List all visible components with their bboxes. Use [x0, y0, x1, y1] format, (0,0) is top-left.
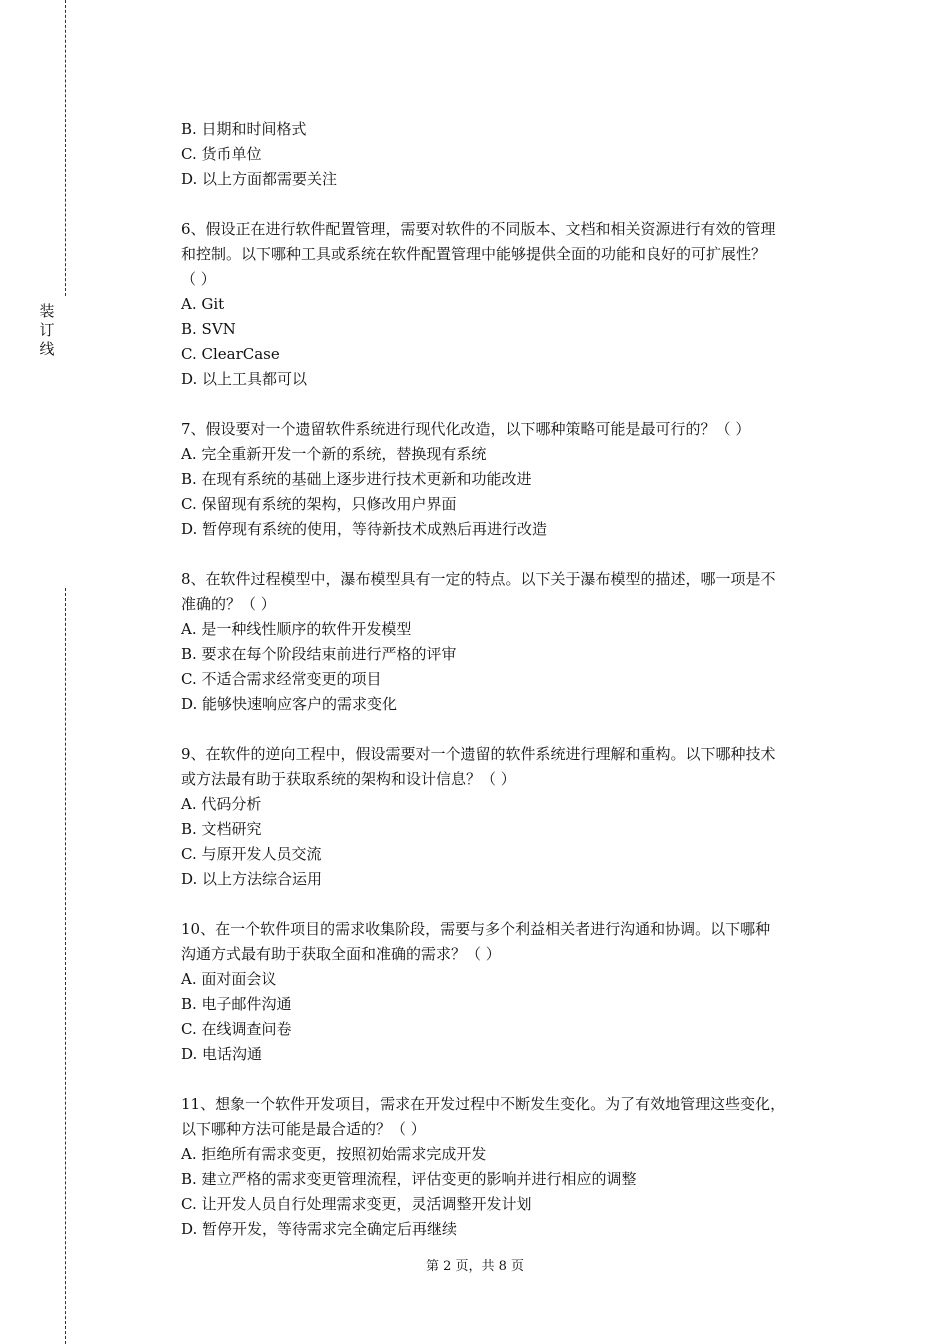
option: D. 暂停开发，等待需求完全确定后再继续 — [181, 1220, 458, 1238]
option: D. 暂停现有系统的使用，等待新技术成熟后再进行改造 — [181, 520, 548, 538]
option: B. 电子邮件沟通 — [181, 995, 292, 1013]
question-text: 沟通方式最有助于获取全面和准确的需求？（ ） — [181, 945, 501, 963]
option: C. 不适合需求经常变更的项目 — [181, 670, 382, 688]
option: B. 要求在每个阶段结束前进行严格的评审 — [181, 645, 457, 663]
question-7 — [181, 417, 841, 542]
question-11 — [181, 1092, 841, 1242]
question-text: 6、假设正在进行软件配置管理，需要对软件的不同版本、文档和相关资源进行有效的管理 — [181, 220, 776, 238]
binding-char: 订 — [39, 321, 55, 339]
partial-question-options — [181, 117, 841, 192]
option: C. ClearCase — [181, 345, 280, 363]
question-text: 9、在软件的逆向工程中，假设需要对一个遗留的软件系统进行理解和重构。以下哪种技术 — [181, 745, 776, 763]
option: D. 能够快速响应客户的需求变化 — [181, 695, 398, 713]
binding-line-bottom — [65, 588, 66, 1344]
option: A. 代码分析 — [181, 795, 262, 813]
option: A. 完全重新开发一个新的系统，替换现有系统 — [181, 445, 487, 463]
option: B. 文档研究 — [181, 820, 262, 838]
binding-char: 装 — [39, 302, 55, 320]
option: C. 保留现有系统的架构，只修改用户界面 — [181, 495, 457, 513]
question-text: 11、想象一个软件开发项目，需求在开发过程中不断发生变化。为了有效地管理这些变化， — [181, 1095, 786, 1113]
question-text: 以下哪种方法可能是最合适的？（ ） — [181, 1120, 426, 1138]
question-text: 和控制。以下哪种工具或系统在软件配置管理中能够提供全面的功能和良好的可扩展性？ — [181, 245, 767, 263]
option: B. 日期和时间格式 — [181, 120, 307, 138]
option: B. 在现有系统的基础上逐步进行技术更新和功能改进 — [181, 470, 532, 488]
question-text: （ ） — [181, 270, 216, 288]
binding-char: 线 — [39, 340, 55, 358]
question-text: 7、假设要对一个遗留软件系统进行现代化改造，以下哪种策略可能是最可行的？（ ） — [181, 420, 751, 438]
option: C. 货币单位 — [181, 145, 262, 163]
question-6 — [181, 217, 841, 392]
binding-label — [38, 302, 56, 359]
option: C. 让开发人员自行处理需求变更，灵活调整开发计划 — [181, 1195, 532, 1213]
question-8 — [181, 567, 841, 717]
option: D. 以上工具都可以 — [181, 370, 308, 388]
question-text: 8、在软件过程模型中，瀑布模型具有一定的特点。以下关于瀑布模型的描述，哪一项是不 — [181, 570, 776, 588]
page-number: 第 2 页，共 8 页 — [425, 1259, 525, 1274]
option: B. 建立严格的需求变更管理流程，评估变更的影响并进行相应的调整 — [181, 1170, 637, 1188]
question-text: 或方法最有助于获取系统的架构和设计信息？（ ） — [181, 770, 516, 788]
option: C. 在线调查问卷 — [181, 1020, 292, 1038]
option: D. 电话沟通 — [181, 1045, 263, 1063]
exam-content — [181, 117, 841, 1267]
question-text: 准确的？（ ） — [181, 595, 276, 613]
option: A. 是一种线性顺序的软件开发模型 — [181, 620, 412, 638]
option: D. 以上方法综合运用 — [181, 870, 323, 888]
question-text: 10、在一个软件项目的需求收集阶段，需要与多个利益相关者进行沟通和协调。以下哪种 — [181, 920, 771, 938]
option: A. 面对面会议 — [181, 970, 277, 988]
question-10 — [181, 917, 841, 1067]
option: A. Git — [181, 295, 225, 313]
option: D. 以上方面都需要关注 — [181, 170, 338, 188]
question-9 — [181, 742, 841, 892]
option: A. 拒绝所有需求变更，按照初始需求完成开发 — [181, 1145, 487, 1163]
option: C. 与原开发人员交流 — [181, 845, 322, 863]
option: B. SVN — [181, 320, 236, 338]
binding-line-top — [65, 0, 66, 296]
